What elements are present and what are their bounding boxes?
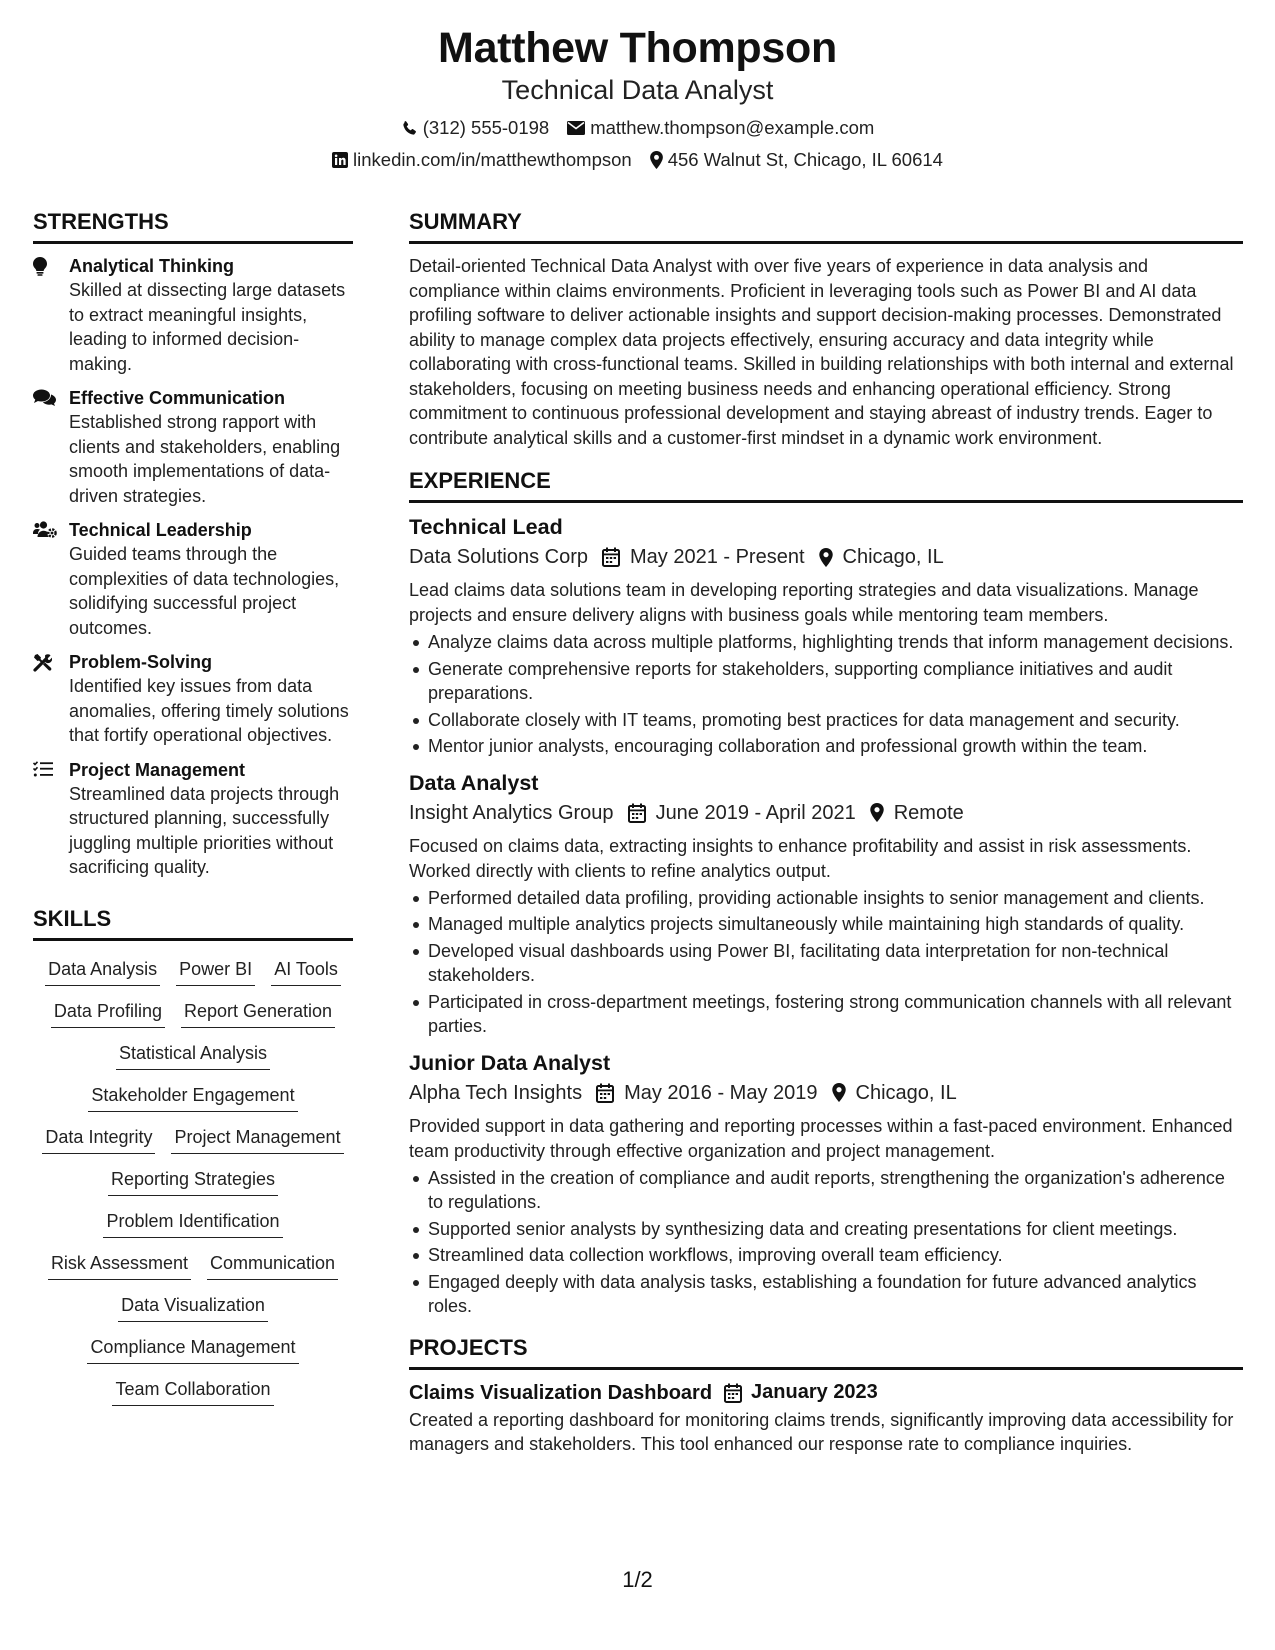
page-number: 1/2 [622, 1567, 653, 1592]
strength-desc: Streamlined data projects through structured planning, successfully juggling multiple priorities without sacrificing quality. [69, 783, 340, 877]
strength-title: Technical Leadership [69, 520, 252, 540]
summary-text: Detail-oriented Technical Data Analyst with over five years of experience in data analysis and compliance within claims environments. Proficient in leveraging tools such as Power BI and AI data profiling software to deliver actionable insights and support decision-making processes. Demonstrated ability to manage complex data projects effectively, ensuring accuracy and data integrity while collaborating with cross-functional teams. Skilled in building relationships with both internal and external stakeholders, focusing on meeting business needs and enhancing operational efficiency. Strong commitment to continuous professional development and staying abreast of industry trends. Eager to contribute analytical skills and a customer-first mindset in a dynamic work environment. [409, 256, 1234, 448]
map-marker-icon [870, 803, 884, 822]
strength-desc: Established strong rapport with clients and stakeholders, enabling smooth implementations of data-driven strategies. [69, 412, 341, 506]
skill-tag: Power BI [176, 957, 255, 986]
job-description: Lead claims data solutions team in developing reporting strategies and data visualizations. Manage projects and ensure delivery aligns with business goals while mentoring team members. [409, 580, 1199, 625]
project-header [409, 1380, 1243, 1406]
job-bullet: Analyze claims data across multiple platforms, highlighting trends that inform management decisions. [409, 630, 1243, 655]
tools-icon [33, 653, 52, 672]
job-bullet: Managed multiple analytics projects simultaneously while maintaining high standards of quality. [409, 912, 1243, 937]
calendar-icon [628, 803, 646, 823]
candidate-title: Technical Data Analyst [501, 75, 774, 105]
job-bullet: Generate comprehensive reports for stakeholders, supporting compliance initiatives and audit preparations. [409, 657, 1243, 706]
job-company: Alpha Tech Insights [409, 1081, 583, 1104]
skill-tag: Stakeholder Engagement [88, 1083, 297, 1112]
map-marker-icon [832, 1083, 846, 1102]
linkedin-text: linkedin.com/in/matthewthompson [353, 149, 632, 170]
calendar-icon [724, 1383, 742, 1403]
experience-heading: EXPERIENCE [409, 468, 1243, 503]
job-bullet: Participated in cross-department meetings, fostering strong communication channels with all relevant parties. [409, 990, 1243, 1039]
job-meta [409, 1079, 1243, 1107]
strength-item [33, 758, 353, 880]
job-meta [409, 543, 1243, 571]
job-dates: May 2021 - Present [629, 546, 805, 568]
job-entry [409, 769, 1243, 1039]
skill-tag: Data Visualization [118, 1293, 268, 1322]
job-bullets [409, 630, 1243, 759]
phone-icon [401, 120, 418, 137]
job-location: Chicago, IL [855, 1081, 957, 1104]
phone-text: (312) 555-0198 [422, 117, 550, 138]
skill-tag: Risk Assessment [48, 1251, 191, 1280]
skill-tag: Data Integrity [42, 1125, 155, 1154]
project-date: January 2023 [751, 1381, 878, 1403]
strengths-heading: STRENGTHS [33, 209, 353, 244]
job-company: Data Solutions Corp [409, 546, 588, 568]
job-bullet: Supported senior analysts by synthesizing data and creating presentations for client meetings. [409, 1217, 1243, 1242]
strength-title: Effective Communication [69, 388, 286, 408]
linkedin-contact[interactable] [332, 148, 632, 172]
strength-title: Problem-Solving [69, 652, 213, 672]
strength-desc: Guided teams through the complexities of data technologies, solidifying successful project outcomes. [69, 544, 340, 638]
candidate-name: Matthew Thompson [438, 24, 837, 72]
tasks-icon [33, 761, 53, 777]
contact-line-1 [0, 116, 1275, 140]
phone-contact[interactable] [401, 116, 550, 140]
job-meta [409, 799, 1243, 827]
calendar-icon [596, 1083, 614, 1103]
projects-heading: PROJECTS [409, 1335, 1243, 1370]
skill-tag: Compliance Management [87, 1335, 298, 1364]
contact-line-2 [0, 148, 1275, 172]
strength-desc: Identified key issues from data anomalies, offering timely solutions that fortify operational objectives. [69, 676, 349, 745]
job-bullet: Streamlined data collection workflows, improving overall team efficiency. [409, 1243, 1243, 1268]
users-cog-icon [33, 521, 57, 538]
email-text: matthew.thompson@example.com [590, 117, 875, 138]
job-bullets [409, 886, 1243, 1039]
job-bullet: Assisted in the creation of compliance and audit reports, strengthening the organization's adherence to regulations. [409, 1166, 1243, 1215]
skill-tag: Report Generation [181, 999, 335, 1028]
skills-list [33, 957, 353, 1406]
envelope-icon [567, 121, 585, 135]
comments-icon [33, 389, 56, 406]
job-bullets [409, 1166, 1243, 1319]
job-description: Provided support in data gathering and reporting processes within a fast-paced environment. Enhanced team productivity through effective organization and project management. [409, 1115, 1233, 1161]
skill-tag: Communication [207, 1251, 338, 1280]
strength-title: Analytical Thinking [69, 256, 235, 276]
job-dates: June 2019 - April 2021 [655, 801, 856, 824]
job-bullet: Performed detailed data profiling, providing actionable insights to senior management and clients. [409, 886, 1243, 911]
skills-heading: SKILLS [33, 906, 353, 941]
skill-tag: AI Tools [271, 957, 341, 986]
skill-tag: Reporting Strategies [108, 1167, 278, 1196]
calendar-icon [602, 547, 620, 567]
skill-tag: Data Analysis [45, 957, 160, 986]
skill-tag: Statistical Analysis [116, 1041, 270, 1070]
strength-item [33, 518, 353, 640]
job-bullet: Mentor junior analysts, encouraging collaboration and professional growth within the team. [409, 734, 1243, 759]
map-marker-icon [650, 151, 663, 169]
resume-header [0, 22, 1275, 172]
left-column [33, 209, 353, 1406]
job-company: Insight Analytics Group [409, 801, 614, 824]
job-title: Data Analyst [409, 770, 539, 795]
project-description: Created a reporting dashboard for monitoring claims trends, significantly improving data accessibility for managers and stakeholders. This tool enhanced our response rate to compliance inquiries. [409, 1409, 1234, 1454]
skill-tag: Problem Identification [103, 1209, 282, 1238]
job-title: Junior Data Analyst [409, 1050, 611, 1075]
lightbulb-icon [33, 257, 47, 276]
map-marker-icon [819, 548, 833, 567]
job-entry [409, 1049, 1243, 1319]
job-location: Chicago, IL [842, 546, 944, 568]
skill-tag: Project Management [171, 1125, 343, 1154]
job-entry [409, 513, 1243, 759]
summary-heading: SUMMARY [409, 209, 1243, 244]
skill-tag: Team Collaboration [112, 1377, 273, 1406]
job-dates: May 2016 - May 2019 [624, 1081, 818, 1104]
job-bullet: Developed visual dashboards using Power BI, facilitating data interpretation for non-technical stakeholders. [409, 939, 1243, 988]
strength-item [33, 650, 353, 748]
strength-item [33, 254, 353, 376]
skill-tag: Data Profiling [51, 999, 165, 1028]
address-contact [650, 148, 943, 172]
job-title: Technical Lead [409, 515, 563, 539]
address-text: 456 Walnut St, Chicago, IL 60614 [667, 149, 943, 170]
right-column [409, 209, 1243, 1457]
job-location: Remote [893, 801, 964, 824]
strength-desc: Skilled at dissecting large datasets to extract meaningful insights, leading to informed decision-making. [69, 280, 346, 374]
email-contact[interactable] [567, 116, 874, 140]
job-bullet: Engaged deeply with data analysis tasks, establishing a foundation for future advanced analytics roles. [409, 1270, 1243, 1319]
job-bullet: Collaborate closely with IT teams, promoting best practices for data management and security. [409, 708, 1243, 733]
job-description: Focused on claims data, extracting insights to enhance profitability and assist in risk assessments. Worked directly with clients to refine analytics output. [409, 835, 1192, 881]
strength-title: Project Management [69, 759, 246, 780]
strength-item [33, 386, 353, 508]
project-title: Claims Visualization Dashboard [409, 1381, 713, 1404]
linkedin-icon [332, 152, 348, 168]
